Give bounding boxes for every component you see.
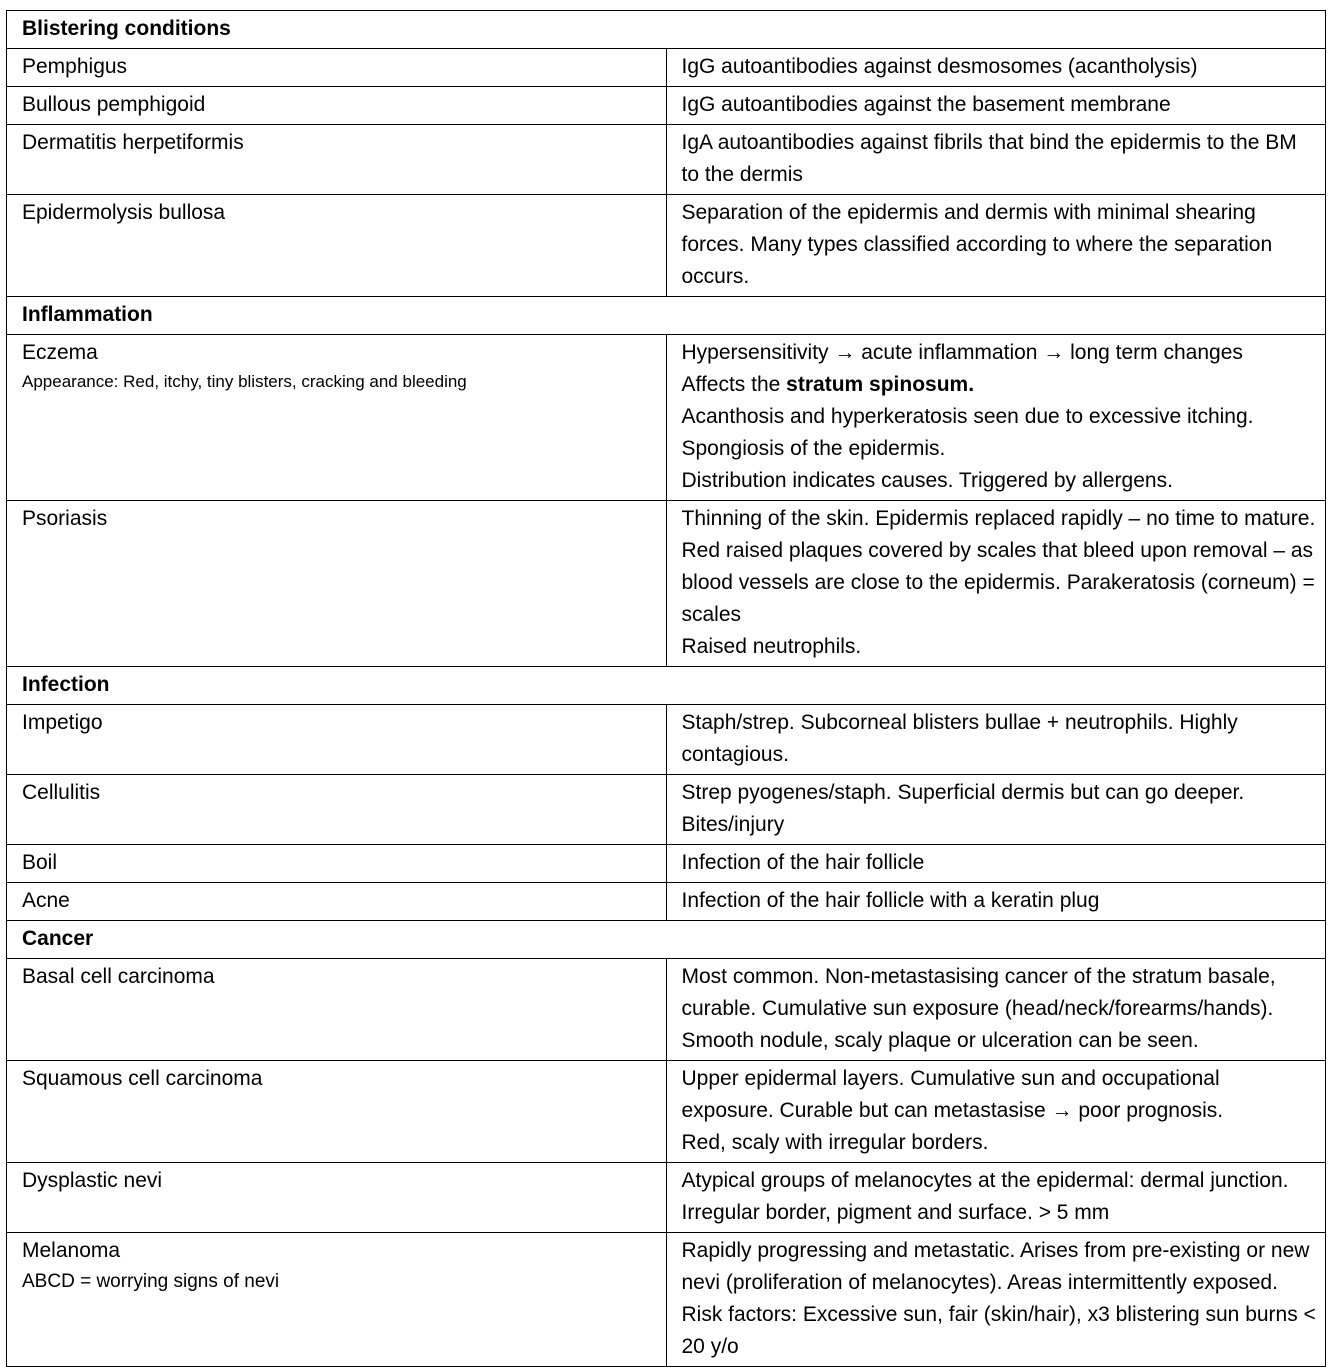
description-line: Risk factors: Excessive sun, fair (skin/hair), x3 blistering sun burns < 20 y/o [681,1303,1316,1358]
condition-description [666,1061,1326,1163]
description-line: Thinning of the skin. Epidermis replaced rapidly – no time to mature. [681,507,1316,530]
description-line: Distribution indicates causes. Triggered by allergens. [681,469,1173,492]
table-row [7,775,1326,845]
condition-name: Bullous pemphigoid [7,87,667,125]
description-line: Red, scaly with irregular borders. [681,1131,989,1154]
section-title: Blistering conditions [7,11,1326,49]
description-line: Red raised plaques covered by scales that bleed upon removal – as blood vessels are close to the epidermis. Parakeratosis (corneum) = scales [681,539,1315,626]
description-emphasis: stratum spinosum. [786,373,975,396]
condition-description [666,959,1326,1061]
description-line: Acanthosis and hyperkeratosis seen due to excessive itching. Spongiosis of the epidermis. [681,405,1254,460]
condition-name: Pemphigus [7,49,667,87]
condition-name-cell [7,1233,667,1367]
condition-description [666,1163,1326,1233]
condition-name: Basal cell carcinoma [7,959,667,1061]
condition-name: Squamous cell carcinoma [7,1061,667,1163]
condition-description [666,775,1326,845]
condition-name: Cellulitis [7,775,667,845]
condition-name: Dysplastic nevi [7,1163,667,1233]
table-row [7,87,1326,125]
condition-description [666,883,1326,921]
description-line [682,369,1318,401]
description-line: Hypersensitivity → acute inflammation → long term changes [681,341,1243,364]
condition-description [666,195,1326,297]
table-row [7,845,1326,883]
description-line: Separation of the epidermis and dermis with minimal shearing forces. Many types classified according to where the separation occurs. [681,201,1273,288]
table-row [7,1233,1326,1367]
section-header-row [7,921,1326,959]
condition-note: ABCD = worrying signs of nevi [22,1271,280,1292]
table-row [7,501,1326,667]
condition-description [666,125,1326,195]
table-row [7,705,1326,775]
condition-description [666,87,1326,125]
table-row [7,335,1326,501]
description-line: Atypical groups of melanocytes at the epidermal: dermal junction. Irregular border, pigment and surface. > 5 mm [681,1169,1289,1224]
table-row [7,195,1326,297]
description-line: Most common. Non-metastasising cancer of the stratum basale, curable. Cumulative sun exposure (head/neck/forearms/hands). [681,965,1276,1020]
condition-description [666,845,1326,883]
condition-name-cell [7,335,667,501]
table-row [7,1163,1326,1233]
table-row [7,49,1326,87]
condition-name: Psoriasis [7,501,667,667]
condition-name: Boil [7,845,667,883]
condition-description [666,705,1326,775]
description-line: Infection of the hair follicle [681,851,925,874]
description-line: Upper epidermal layers. Cumulative sun and occupational exposure. Curable but can metastasise → poor prognosis. [681,1067,1224,1122]
condition-name: Acne [7,883,667,921]
section-header-row [7,297,1326,335]
section-title: Infection [7,667,1326,705]
condition-name: Eczema [22,341,98,364]
table-row [7,125,1326,195]
condition-description [666,501,1326,667]
table-row [7,959,1326,1061]
skin-conditions-table [6,10,1326,1367]
condition-name: Melanoma [22,1239,121,1262]
description-line: Infection of the hair follicle with a keratin plug [681,889,1100,912]
description-line: IgG autoantibodies against desmosomes (acantholysis) [681,55,1198,78]
condition-appearance-note: Appearance: Red, itchy, tiny blisters, cracking and bleeding [22,372,467,391]
description-line: IgG autoantibodies against the basement membrane [681,93,1171,116]
description-line: Raised neutrophils. [681,635,862,658]
section-title: Inflammation [7,297,1326,335]
condition-name: Impetigo [7,705,667,775]
condition-description [666,335,1326,501]
section-header-row [7,11,1326,49]
description-text: Affects the [681,373,787,396]
section-header-row [7,667,1326,705]
table-row [7,1061,1326,1163]
condition-description [666,1233,1326,1367]
condition-description [666,49,1326,87]
condition-name: Dermatitis herpetiformis [7,125,667,195]
condition-name: Epidermolysis bullosa [7,195,667,297]
section-title: Cancer [7,921,1326,959]
description-line: Smooth nodule, scaly plaque or ulceration can be seen. [681,1029,1199,1052]
description-line: Staph/strep. Subcorneal blisters bullae + neutrophils. Highly contagious. [681,711,1238,766]
description-line: Rapidly progressing and metastatic. Arises from pre-existing or new nevi (proliferation of melanocytes). Areas intermittently exposed. [681,1239,1310,1294]
description-line: Strep pyogenes/staph. Superficial dermis but can go deeper. Bites/injury [681,781,1245,836]
description-line: IgA autoantibodies against fibrils that bind the epidermis to the BM to the dermis [681,131,1297,186]
table-row [7,883,1326,921]
